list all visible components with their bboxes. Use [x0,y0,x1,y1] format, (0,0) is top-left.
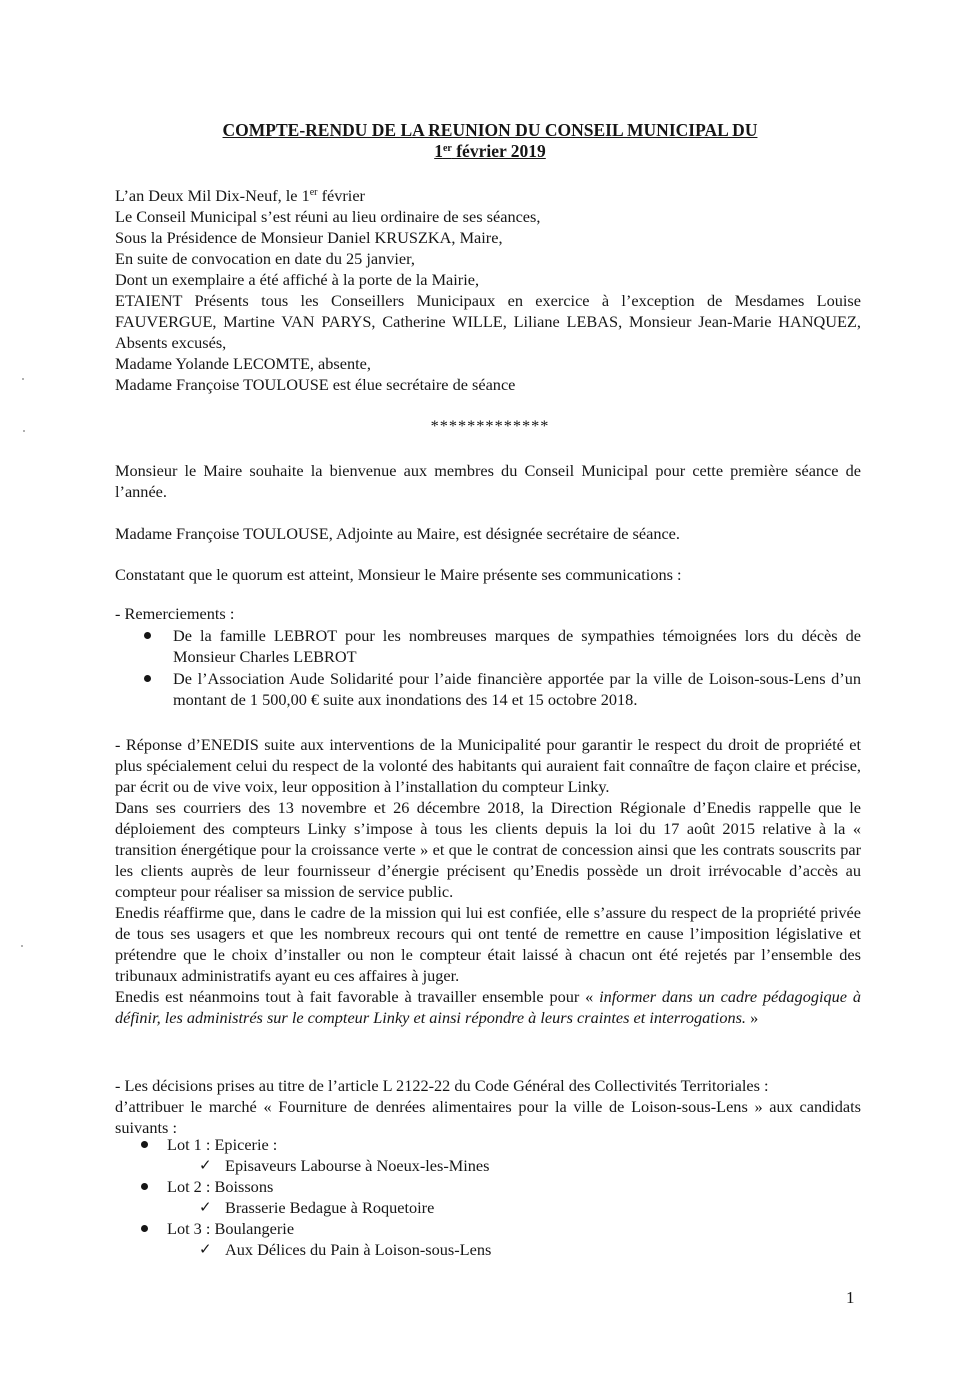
enedis-paragraph-1: - Réponse d’ENEDIS suite aux interventions de la Municipalité pour garantir le respect du droit de propriété et plus spécialement celui du respect de la volonté des habitants qui auraient fait connaître de façon claire et précise, par écrit ou de vive voix, leur opposition à l’installation du compteur Linky. [115,735,861,796]
scan-speck [22,378,24,380]
header-line: En suite de convocation en date du 25 janvier, [115,249,416,268]
enedis-quote: informer dans un cadre pédagogique à définir, les administrés sur le compteur Linky et ainsi répondre à leurs craintes et interrogations. [115,987,861,1027]
decisions-text: d’attribuer le marché « Fourniture de denrées alimentaires pour la ville de Loison-sous-Lens » aux candidats suivants : [115,1097,861,1137]
secretary-paragraph: Madame Françoise TOULOUSE, Adjointe au Maire, est désignée secrétaire de séance. [115,524,680,543]
lot-winner: ✓ Episaveurs Labourse à Noeux-les-Mines [199,1156,490,1175]
header-line: Le Conseil Municipal s’est réuni au lieu ordinaire de ses séances, [115,207,541,226]
enedis-paragraph-2: Dans ses courriers des 13 novembre et 26 décembre 2018, la Direction Régionale d’Enedis rappelle que le déploiement des compteurs Linky s’impose à tous les clients depuis la loi du 17 août 2015 relative à la « transition énergétique pour la croissance verte » et que le contrat de concession ainsi que les contrats souscrits par les clients auprès de leur fournisseur d’énergie précisent qu’Enedis possède un droit irrévocable d’accès au compteur pour réaliser sa mission de service public. [115,798,861,901]
enedis-section [115,734,861,1028]
lot-winner: ✓ Aux Délices du Pain à Loison-sous-Lens [199,1240,492,1259]
header-line: Sous la Présidence de Monsieur Daniel KRUSZKA, Maire, [115,228,503,247]
list-item: De la famille LEBROT pour les nombreuses marques de sympathies témoignées lors du décès de Monsieur Charles LEBROT [115,625,861,667]
bullet-dot-icon [141,1225,148,1232]
page-number: 1 [846,1288,855,1307]
bullet-dot-icon [144,675,151,682]
checkmark-icon: ✓ [199,1156,212,1174]
welcome-paragraph: Monsieur le Maire souhaite la bienvenue aux membres du Conseil Municipal pour cette première séance de l’année. [115,461,861,501]
lot-item: Lot 1 : Epicerie : [115,1134,815,1155]
header-line: Madame Yolande LECOMTE, absente, [115,354,371,373]
title-line-2: 1er février 2019 [434,141,546,161]
thanks-heading: - Remerciements : [115,604,235,623]
lots-list [115,1134,815,1260]
meeting-header [115,185,861,395]
checkmark-icon: ✓ [199,1240,212,1258]
bullet-dot-icon [144,632,151,639]
bullet-dot-icon [141,1183,148,1190]
header-line: Madame Françoise TOULOUSE est élue secrétaire de séance [115,375,516,394]
quorum-paragraph: Constatant que le quorum est atteint, Monsieur le Maire présente ses communications : [115,565,682,584]
header-date-line: L’an Deux Mil Dix-Neuf, le 1er février [115,186,365,205]
document-title [100,120,880,162]
enedis-paragraph-4: Enedis est néanmoins tout à fait favorable à travailler ensemble pour « informer dans un cadre pédagogique à définir, les administrés sur le compteur Linky et ainsi répondre à leurs craintes et interrogations. » [115,987,861,1027]
checkmark-icon: ✓ [199,1198,212,1216]
lot-winner: ✓ Brasserie Bedague à Roquetoire [199,1198,435,1217]
enedis-paragraph-3: Enedis réaffirme que, dans le cadre de la mission qui lui est confiée, elle s’assure du respect de la propriété privée de tous ses usagers et que les nombreux recours qui ont tenté de remettre en cause l’imposition législative et prétendre que le choix d’installer ou non le compteur était laissé à chacun ont été rejetés par l’ensemble des tribunaux administratifs ayant eu ces affaires à juger. [115,903,861,985]
list-item: De l’Association Aude Solidarité pour l’aide financière apportée par la ville de Loison-sous-Lens d’un montant de 1 500,00 € suite aux inondations des 14 et 15 octobre 2018. [115,668,861,710]
lot-item: Lot 2 : Boissons [115,1176,815,1197]
bullet-dot-icon [141,1141,148,1148]
scan-speck [21,945,23,947]
section-separator: ************* [430,416,550,435]
title-line-1: COMPTE-RENDU DE LA REUNION DU CONSEIL MUNICIPAL DU [222,120,758,140]
decisions-section [115,1075,861,1138]
decisions-line: - Les décisions prises au titre de l’article L 2122-22 du Code Général des Collectivités Territoriales : [115,1076,769,1095]
header-line: Dont un exemplaire a été affiché à la porte de la Mairie, [115,270,480,289]
thanks-list [115,625,861,710]
attendance-paragraph: ETAIENT Présents tous les Conseillers Municipaux en exercice à l’exception de Mesdames Louise FAUVERGUE, Martine VAN PARYS, Catherine WILLE, Liliane LEBAS, Monsieur Jean-Marie HANQUEZ, Absents excusés, [115,291,861,352]
lot-item: Lot 3 : Boulangerie [115,1218,815,1239]
